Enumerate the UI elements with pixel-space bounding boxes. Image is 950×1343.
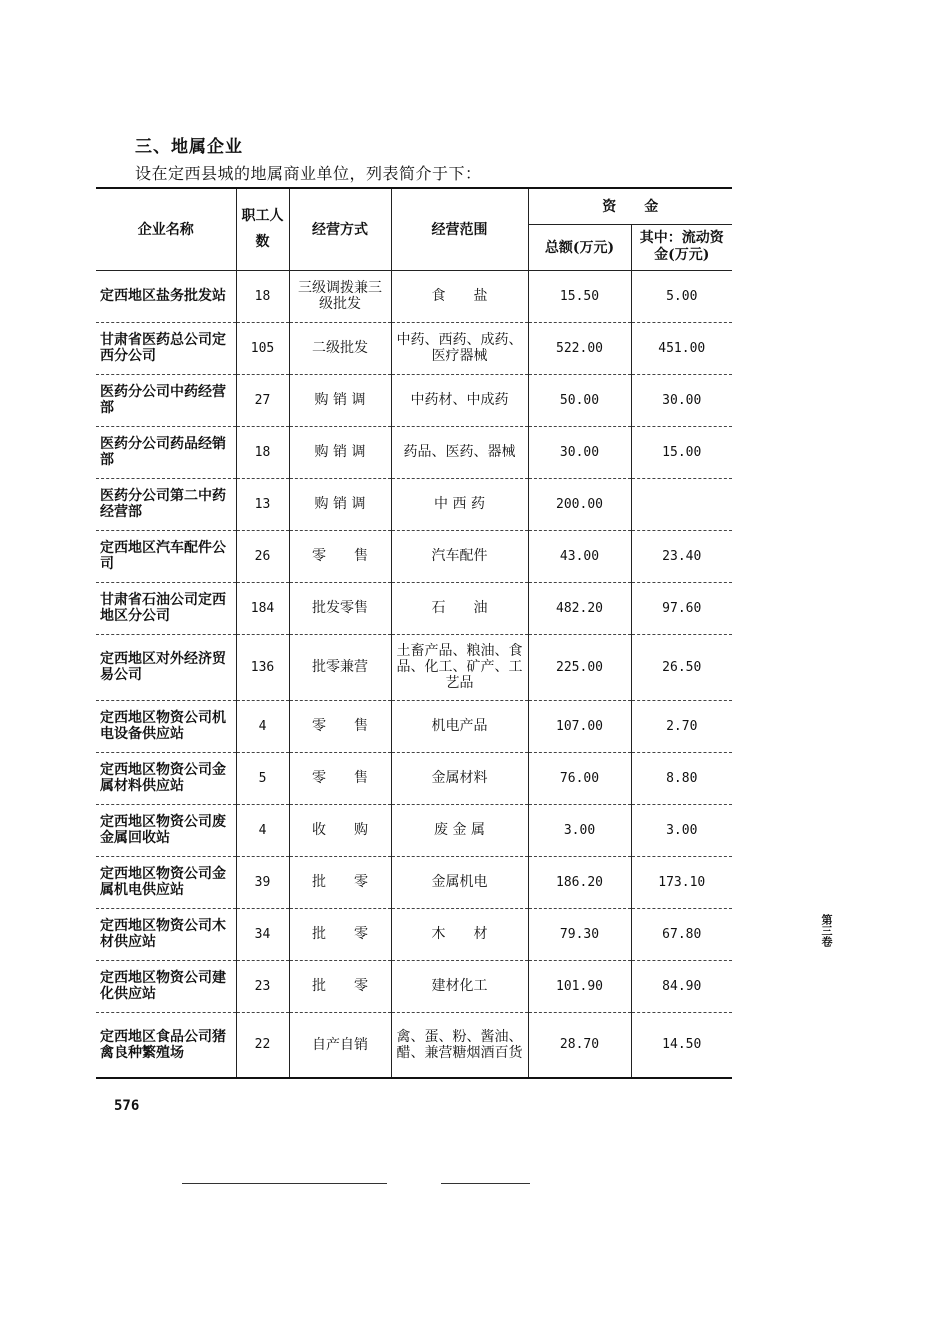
business-mode: 零 售 [289, 530, 391, 582]
staff-count: 34 [236, 908, 289, 960]
business-scope: 建材化工 [391, 960, 528, 1012]
table-row [96, 752, 732, 804]
footer-rule [441, 1183, 530, 1184]
capital-total: 79.30 [528, 908, 631, 960]
company-name: 甘肃省石油公司定西地区分公司 [96, 582, 236, 634]
business-scope: 石 油 [391, 582, 528, 634]
working-capital: 84.90 [631, 960, 732, 1012]
staff-count: 105 [236, 322, 289, 374]
staff-count: 13 [236, 478, 289, 530]
side-mark: 第三卷 [820, 914, 833, 947]
header-staff: 职工人数 [236, 188, 289, 270]
working-capital: 15.00 [631, 426, 732, 478]
staff-count: 136 [236, 634, 289, 700]
business-scope: 中药、西药、成药、医疗器械 [391, 322, 528, 374]
company-name: 定西地区汽车配件公司 [96, 530, 236, 582]
working-capital: 2.70 [631, 700, 732, 752]
capital-total: 107.00 [528, 700, 631, 752]
company-name: 定西地区盐务批发站 [96, 270, 236, 322]
business-mode: 批 零 [289, 908, 391, 960]
staff-count: 184 [236, 582, 289, 634]
business-mode: 购 销 调 [289, 374, 391, 426]
capital-total: 30.00 [528, 426, 631, 478]
staff-count: 39 [236, 856, 289, 908]
business-mode: 零 售 [289, 700, 391, 752]
table-row [96, 960, 732, 1012]
capital-total: 101.90 [528, 960, 631, 1012]
header-name: 企业名称 [96, 188, 236, 270]
header-mode: 经营方式 [289, 188, 391, 270]
intro-text: 设在定西县城的地属商业单位，列表简介于下： [135, 164, 482, 183]
business-scope: 木 材 [391, 908, 528, 960]
section-title: 三、地属企业 [135, 137, 243, 157]
header-total: 总额(万元) [528, 224, 631, 270]
working-capital: 451.00 [631, 322, 732, 374]
company-name: 甘肃省医药总公司定西分公司 [96, 322, 236, 374]
business-scope: 中 西 药 [391, 478, 528, 530]
business-scope: 土畜产品、粮油、食品、化工、矿产、工艺品 [391, 634, 528, 700]
company-name: 定西地区食品公司猪禽良种繁殖场 [96, 1012, 236, 1078]
business-mode: 购 销 调 [289, 478, 391, 530]
staff-count: 22 [236, 1012, 289, 1078]
business-scope: 金属机电 [391, 856, 528, 908]
capital-total: 76.00 [528, 752, 631, 804]
business-scope: 汽车配件 [391, 530, 528, 582]
working-capital: 8.80 [631, 752, 732, 804]
header-working: 其中：流动资金(万元) [631, 224, 732, 270]
working-capital [631, 478, 732, 530]
table-row [96, 478, 732, 530]
working-capital: 14.50 [631, 1012, 732, 1078]
business-mode: 批零兼营 [289, 634, 391, 700]
staff-count: 18 [236, 426, 289, 478]
staff-count: 18 [236, 270, 289, 322]
business-mode: 收 购 [289, 804, 391, 856]
company-name: 定西地区对外经济贸易公司 [96, 634, 236, 700]
business-mode: 零 售 [289, 752, 391, 804]
table-row [96, 530, 732, 582]
header-capital: 资 金 [528, 188, 732, 224]
working-capital: 97.60 [631, 582, 732, 634]
business-mode: 批发零售 [289, 582, 391, 634]
table-body [96, 270, 732, 1078]
business-mode: 购 销 调 [289, 426, 391, 478]
business-mode: 二级批发 [289, 322, 391, 374]
staff-count: 5 [236, 752, 289, 804]
table-row [96, 374, 732, 426]
capital-total: 3.00 [528, 804, 631, 856]
page-number: 576 [114, 1098, 140, 1114]
working-capital: 173.10 [631, 856, 732, 908]
capital-total: 225.00 [528, 634, 631, 700]
business-scope: 食 盐 [391, 270, 528, 322]
capital-total: 482.20 [528, 582, 631, 634]
working-capital: 26.50 [631, 634, 732, 700]
business-scope: 金属材料 [391, 752, 528, 804]
capital-total: 522.00 [528, 322, 631, 374]
staff-count: 4 [236, 700, 289, 752]
company-name: 定西地区物资公司木材供应站 [96, 908, 236, 960]
business-mode: 批 零 [289, 856, 391, 908]
capital-total: 28.70 [528, 1012, 631, 1078]
staff-count: 23 [236, 960, 289, 1012]
table-row [96, 270, 732, 322]
business-scope: 废 金 属 [391, 804, 528, 856]
business-mode: 三级调拨兼三级批发 [289, 270, 391, 322]
table-row [96, 1012, 732, 1078]
table-row [96, 322, 732, 374]
capital-total: 200.00 [528, 478, 631, 530]
working-capital: 23.40 [631, 530, 732, 582]
company-name: 定西地区物资公司金属机电供应站 [96, 856, 236, 908]
working-capital: 67.80 [631, 908, 732, 960]
staff-count: 26 [236, 530, 289, 582]
enterprise-table [96, 187, 732, 1079]
table-row [96, 426, 732, 478]
company-name: 医药分公司第二中药经营部 [96, 478, 236, 530]
company-name: 医药分公司中药经营部 [96, 374, 236, 426]
table-row [96, 804, 732, 856]
business-mode: 自产自销 [289, 1012, 391, 1078]
header-scope: 经营范围 [391, 188, 528, 270]
company-name: 定西地区物资公司机电设备供应站 [96, 700, 236, 752]
table-row [96, 856, 732, 908]
capital-total: 15.50 [528, 270, 631, 322]
business-scope: 药品、医药、器械 [391, 426, 528, 478]
company-name: 医药分公司药品经销部 [96, 426, 236, 478]
table-row [96, 634, 732, 700]
table-row [96, 908, 732, 960]
capital-total: 43.00 [528, 530, 631, 582]
business-mode: 批 零 [289, 960, 391, 1012]
staff-count: 27 [236, 374, 289, 426]
business-scope: 中药材、中成药 [391, 374, 528, 426]
capital-total: 50.00 [528, 374, 631, 426]
table-row [96, 582, 732, 634]
company-name: 定西地区物资公司金属材料供应站 [96, 752, 236, 804]
footer-rule [182, 1183, 387, 1184]
working-capital: 30.00 [631, 374, 732, 426]
business-scope: 机电产品 [391, 700, 528, 752]
staff-count: 4 [236, 804, 289, 856]
company-name: 定西地区物资公司建化供应站 [96, 960, 236, 1012]
working-capital: 3.00 [631, 804, 732, 856]
working-capital: 5.00 [631, 270, 732, 322]
business-scope: 禽、蛋、粉、酱油、醋、兼营糖烟酒百货 [391, 1012, 528, 1078]
table-row [96, 700, 732, 752]
company-name: 定西地区物资公司废金属回收站 [96, 804, 236, 856]
capital-total: 186.20 [528, 856, 631, 908]
